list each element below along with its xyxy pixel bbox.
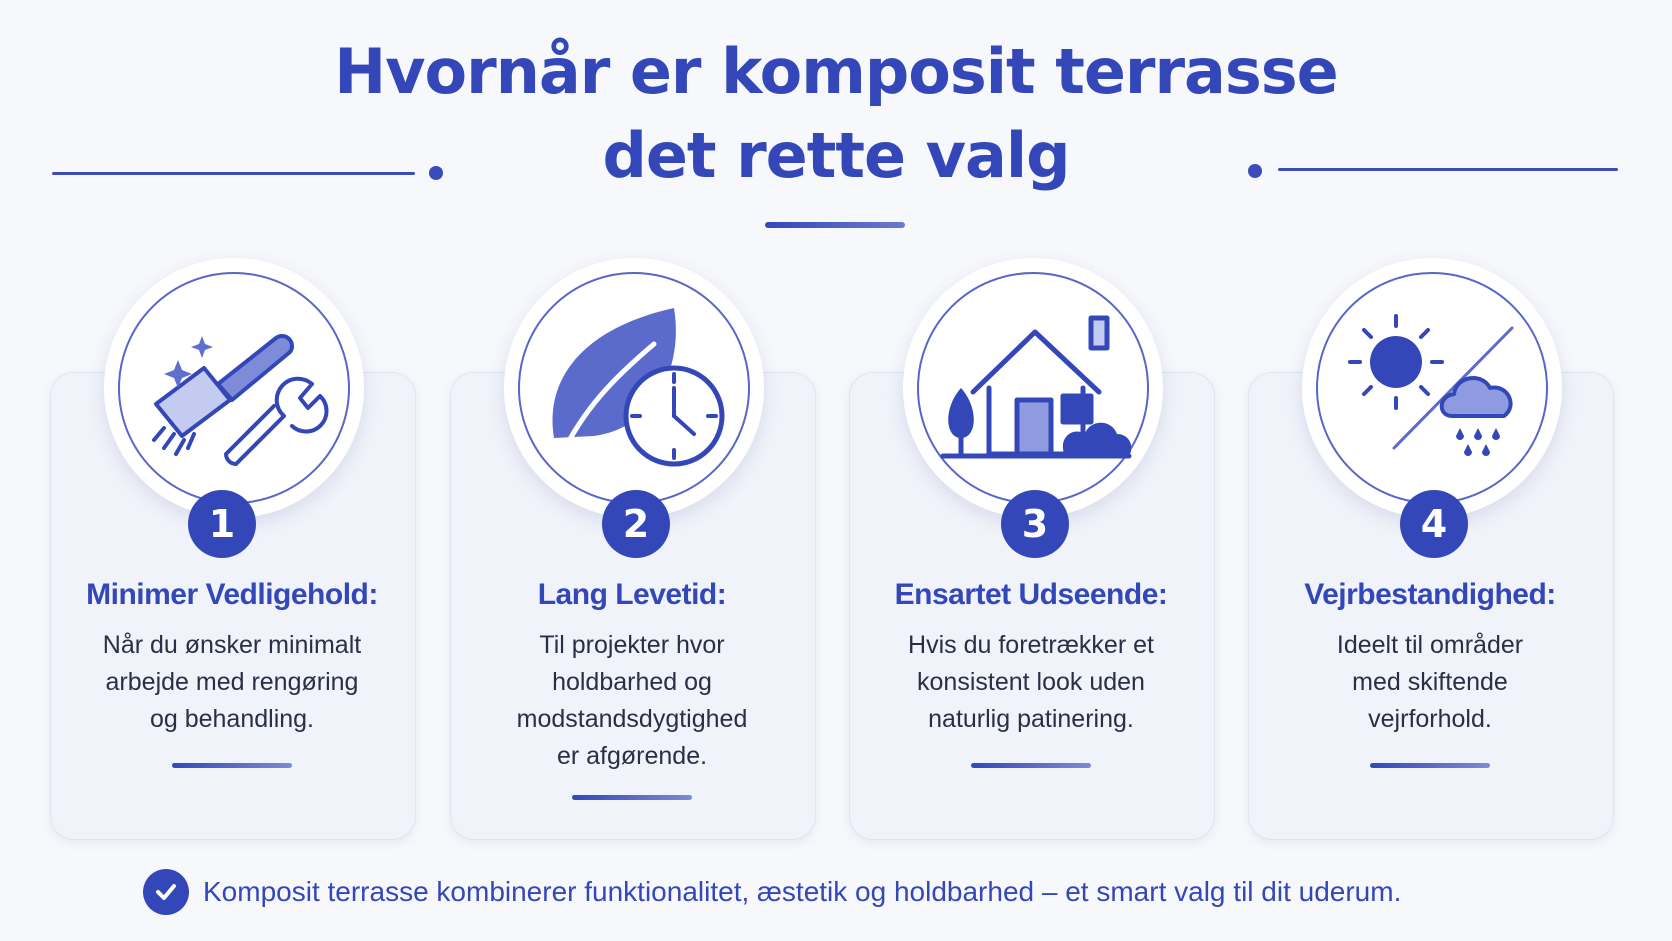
card-bar-3 <box>971 763 1091 768</box>
card-bar-1 <box>172 763 292 768</box>
title-divider-left <box>52 172 415 175</box>
card-text-2-line: holdbarhed og <box>552 668 712 696</box>
card-title-1: Minimer Vedligehold: <box>86 578 378 611</box>
card-text-3-line: Hvis du foretrækker et <box>908 631 1154 659</box>
card-text-2-line: Til projekter hvor <box>539 631 725 659</box>
card-text-3-line: naturlig patinering. <box>928 705 1134 733</box>
footer-text: Komposit terrasse kombinerer funktionalitet, æstetik og holdbarhed – et smart valg til dit uderum. <box>203 876 1402 907</box>
card-text-4-line: Ideelt til områder <box>1336 631 1524 659</box>
card-title-3: Ensartet Udseende: <box>894 578 1168 611</box>
card-text-3-line: konsistent look uden <box>917 668 1145 696</box>
title-divider-left-dot <box>429 166 443 180</box>
card-text-3 <box>866 627 1196 738</box>
title-line-2: det rette valg <box>602 119 1070 192</box>
footer <box>143 869 1401 915</box>
card-title-4: Vejrbestandighed: <box>1304 578 1556 611</box>
card-bar-2 <box>572 795 692 800</box>
card-text-4 <box>1265 627 1595 738</box>
sun-rain-icon <box>1332 288 1532 488</box>
card-text-2-line: er afgørende. <box>556 742 708 770</box>
icon-circle-2 <box>504 258 764 518</box>
brush-wrench-icon <box>134 288 334 488</box>
title-underline <box>765 222 905 228</box>
card-bar-4 <box>1370 763 1490 768</box>
house-icon <box>933 288 1133 488</box>
check-circle-icon <box>143 869 189 915</box>
step-number-4: 4 <box>1400 490 1468 558</box>
icon-circle-4 <box>1302 258 1562 518</box>
step-number-2: 2 <box>602 490 670 558</box>
card-text-4-line: med skiftende <box>1352 668 1508 696</box>
card-title-2: Lang Levetid: <box>537 578 727 611</box>
card-text-2 <box>467 627 797 775</box>
title-divider-right-dot <box>1248 164 1262 178</box>
card-text-1-line: arbejde med rengøring <box>105 668 359 696</box>
leaf-clock-icon <box>534 288 734 488</box>
step-number-1: 1 <box>188 490 256 558</box>
title-divider-right <box>1278 168 1618 171</box>
step-number-3: 3 <box>1001 490 1069 558</box>
card-text-1-line: og behandling. <box>149 705 315 733</box>
icon-circle-3 <box>903 258 1163 518</box>
card-text-1-line: Når du ønsker minimalt <box>102 631 362 659</box>
title-line-1: Hvornår er komposit terrasse <box>334 35 1338 108</box>
card-text-1 <box>67 627 397 738</box>
icon-circle-1 <box>104 258 364 518</box>
card-text-4-line: vejrforhold. <box>1368 705 1492 733</box>
card-text-2-line: modstandsdygtighed <box>516 705 748 733</box>
